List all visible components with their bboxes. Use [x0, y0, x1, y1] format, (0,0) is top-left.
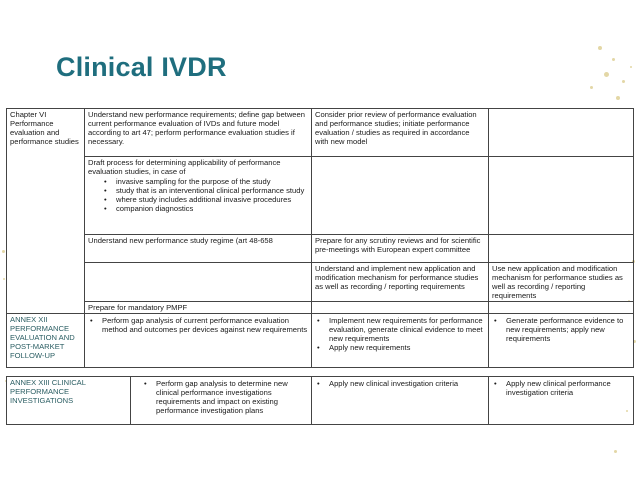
table-cell: Understand new performance study regime (art 48-658 — [85, 235, 312, 263]
bullet-list — [134, 379, 308, 415]
table-cell — [489, 109, 634, 157]
list-item: • Apply new clinical investigation criteria — [319, 379, 485, 388]
table-cell: Prepare for mandatory PMPF — [85, 302, 312, 314]
table-cell: Understand and implement new application and modification mechanism for performance studies as well as recording / reporting requirements — [312, 263, 489, 302]
ivdr-table-main — [6, 108, 634, 368]
table-cell — [85, 157, 312, 235]
table-cell: Use new application and modification mechanism for performance studies as well as recording / reporting requirements — [489, 263, 634, 302]
list-item: • Apply new requirements — [319, 343, 485, 352]
cell-text: Draft process for determining applicability of performance evaluation studies, in case of — [88, 158, 281, 176]
table-cell — [489, 235, 634, 263]
bullet-list — [88, 316, 308, 334]
list-item: • Implement new requirements for performance evaluation, generate clinical evidence to meet new requirements — [319, 316, 485, 343]
table-row — [7, 235, 634, 263]
table-cell: Consider prior review of performance evaluation and performance studies; initiate performance evaluation / studies as required in accordance with new model — [312, 109, 489, 157]
page-title: Clinical IVDR — [56, 52, 227, 82]
table-row — [7, 302, 634, 314]
section-annex-xiii: ANNEX XIII CLINICAL PERFORMANCE INVESTIGATIONS — [7, 377, 131, 425]
list-item: • Perform gap analysis to determine new clinical performance investigations requirements and impact on existing performance investigation plans — [146, 379, 308, 415]
table-cell — [489, 314, 634, 368]
table-cell — [85, 263, 312, 302]
bullet-list — [492, 316, 630, 343]
list-item: • Apply new clinical performance investigation criteria — [496, 379, 630, 397]
table-row — [7, 377, 634, 425]
table-cell — [312, 157, 489, 235]
bullet-list — [315, 379, 485, 388]
table-cell: Understand new performance requirements; define gap between current performance evaluation of IVDs and future model according to art 47; perform performance evaluation studies if necessary. — [85, 109, 312, 157]
section-annex-xii: ANNEX XII PERFORMANCE EVALUATION AND POST-MARKET FOLLOW-UP — [7, 314, 85, 368]
table-cell — [489, 302, 634, 314]
table-cell — [312, 302, 489, 314]
table-row — [7, 314, 634, 368]
list-item: • where study includes additional invasive procedures — [106, 195, 308, 204]
table-cell — [312, 377, 489, 425]
ivdr-table-annex-xiii — [6, 376, 634, 425]
list-item: • study that is an interventional clinical performance study — [106, 186, 308, 195]
table-cell — [312, 314, 489, 368]
bullet-list — [315, 316, 485, 352]
list-item: • Generate performance evidence to new requirements; apply new requirements — [496, 316, 630, 343]
table-row — [7, 263, 634, 302]
table-cell — [489, 157, 634, 235]
table-cell — [489, 377, 634, 425]
table-cell: Prepare for any scrutiny reviews and for scientific pre-meetings with European expert committee — [312, 235, 489, 263]
list-item: • companion diagnostics — [106, 204, 308, 213]
bullet-list — [492, 379, 630, 397]
section-chapter-vi: Chapter VI Performance evaluation and performance studies — [7, 109, 85, 314]
bullet-list — [88, 177, 308, 213]
list-item: • Perform gap analysis of current performance evaluation method and outcomes per devices against new requirements — [92, 316, 308, 334]
table-row — [7, 109, 634, 157]
table-cell — [85, 314, 312, 368]
table-cell — [131, 377, 312, 425]
table-row — [7, 157, 634, 235]
list-item: • invasive sampling for the purpose of the study — [106, 177, 308, 186]
